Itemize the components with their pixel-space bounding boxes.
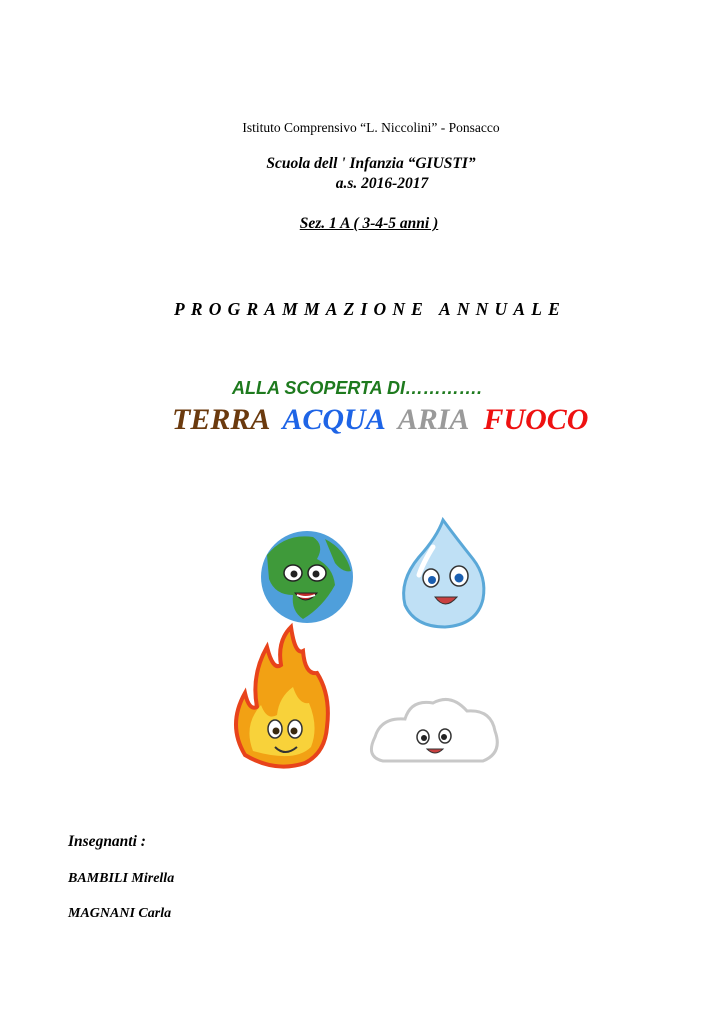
theme-subtitle: ALLA SCOPERTA DI…………. [232, 378, 483, 398]
element-fuoco: FUOCO [483, 403, 589, 436]
institute-name: Istituto Comprensivo “L. Niccolini” - Ponsacco [242, 120, 500, 135]
teachers-label: Insegnanti : [68, 833, 146, 850]
school-name: Scuola dell ' Infanzia “GIUSTI” [266, 155, 476, 172]
element-acqua: ACQUA [282, 403, 386, 436]
cloud-character-icon [371, 699, 497, 761]
element-aria: ARIA [397, 403, 470, 436]
element-terra: TERRA [172, 403, 271, 436]
water-drop-character-icon [404, 520, 484, 627]
fire-character-icon [236, 627, 328, 767]
school-year: a.s. 2016-2017 [335, 175, 429, 192]
programme-title: PROGRAMMAZIONE ANNUALE [174, 299, 566, 319]
teacher-name: BAMBILI Mirella [68, 871, 175, 886]
elements-illustration [205, 515, 525, 785]
elements-title [172, 403, 600, 437]
class-section: Sez. 1 A ( 3-4-5 anni ) [299, 215, 439, 232]
earth-character-icon [261, 531, 353, 623]
teacher-name: MAGNANI Carla [68, 906, 172, 921]
